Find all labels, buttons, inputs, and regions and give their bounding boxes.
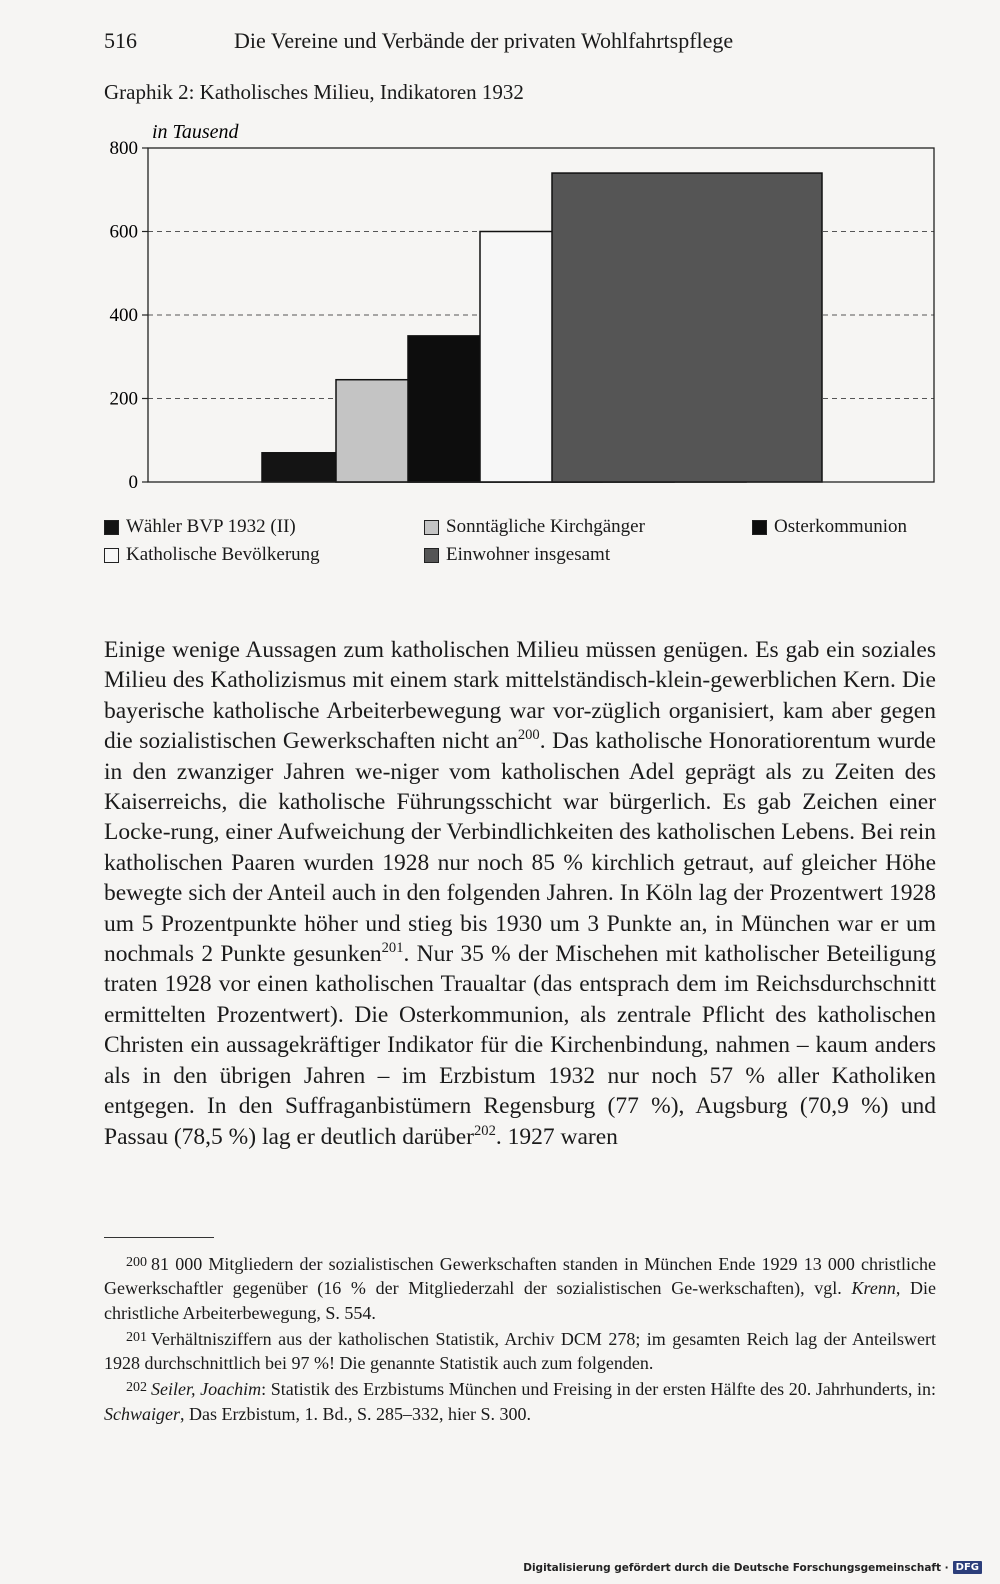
legend-label: Wähler BVP 1932 (II) <box>126 516 296 537</box>
text-run-italic: Krenn <box>851 1278 896 1299</box>
y-tick-label: 200 <box>109 388 138 410</box>
page-number: 516 <box>104 28 137 53</box>
footer-text: Digitalisierung gefördert durch die Deutsche Forschungsgemeinschaft · <box>523 1561 949 1574</box>
body-text <box>104 635 936 1152</box>
legend-label: Sonntägliche Kirchgänger <box>446 516 645 537</box>
legend-swatch <box>424 548 439 563</box>
y-tick-label: 600 <box>109 221 138 243</box>
y-tick-label: 400 <box>109 305 138 326</box>
body-paragraph <box>104 635 936 1152</box>
legend-swatch <box>752 520 767 535</box>
footnotes <box>104 1250 936 1426</box>
legend-swatch <box>424 520 439 535</box>
text-run: . Nur 35 % der Mischehen mit katholischer Beteiligung traten 1928 vor einen katholischen Traualtar (das entsprach dem im Reichsdurchschnitt ermittelten Prozentwert). Die Osterkommunion, als zentrale Pflicht des katholischen Christen ein aussagekräftiger Indikator für die Kirchenbindung, nahmen – kaum anders als in den übrigen Jahren – im Erzbistum 1932 nur noch 57 % aller Katholiken entgegen. In den Suffraganbistümern Regensburg (77 %), Augsburg (70,9 %) und Passau (78,5 %) lag er deutlich darüber <box>104 941 936 1150</box>
text-run: Einige wenige Aussagen zum katholischen Milieu müssen genügen. Es gab ein soziales Milieu des Katholizismus mit einem stark mittelständisch-klein-gewerblichen Kern. Die bayerische katholische Arbeiterbewegung war vor-züglich organisiert, kam aber gegen die sozialistischen Gewerkschaften nicht an <box>104 637 936 755</box>
y-tick-label: 800 <box>109 138 138 159</box>
y-tick-label: 0 <box>128 472 138 493</box>
footnote-number: 201 <box>126 1328 148 1345</box>
footnote <box>104 1375 936 1426</box>
legend-label: Katholische Bevölkerung <box>126 544 320 565</box>
footnote-number: 200 <box>126 1254 148 1270</box>
legend-item-bevoelkerung <box>104 544 320 566</box>
text-run-italic: Schwaiger <box>104 1403 180 1424</box>
bar <box>552 173 822 482</box>
text-run: . 1927 waren <box>495 1123 618 1150</box>
text-run: : Statistik des Erzbistums München und Freising in der ersten Hälfte des 20. Jahrhunderts, in: <box>261 1379 937 1400</box>
text-run-italic: Seiler, Joachim <box>151 1379 262 1400</box>
legend-item-osterkommunion <box>752 516 907 538</box>
legend-swatch <box>104 520 119 535</box>
running-title: Die Vereine und Verbände der privaten Wohlfahrtspflege <box>234 28 734 53</box>
legend-item-kirchgaenger <box>424 516 645 538</box>
legend-label: Osterkommunion <box>774 516 907 537</box>
footnote <box>104 1325 936 1376</box>
footnote-ref: 201 <box>381 940 404 957</box>
text-run: . Das katholische Honoratiorentum wurde in den zwanziger Jahren we-niger vom katholischen Adel geprägt als zu Zeiten des Kaiserreichs, die katholische Führungsschicht war bürgerlich. Es gab Zeichen einer Locke-rung, einer Aufweichung der Verbindlichkeiten des katholischen Lebens. Bei rein katholischen Paaren wurden 1928 nur noch 85 % kirchlich getraut, auf gleicher Höhe bewegte sich der Anteil auch in den folgenden Jahren. In Köln lag der Prozentwert 1928 um 5 Prozentpunkte höher und stieg bis 1930 um 3 Punkte an, in München war er um nochmals 2 Punkte gesunken <box>104 728 936 968</box>
text-run: , Die christliche Arbeiterbewegung, S. 554. <box>104 1278 936 1323</box>
footnote-rule <box>104 1237 214 1238</box>
footnote-ref: 202 <box>474 1122 496 1139</box>
figure-caption: Graphik 2: Katholisches Milieu, Indikatoren 1932 <box>104 80 524 104</box>
legend-swatch <box>104 548 119 563</box>
page-header <box>104 28 936 60</box>
y-axis-label: in Tausend <box>152 121 239 143</box>
legend-item-bvp <box>104 516 296 538</box>
chart-container <box>96 120 946 500</box>
text-run: , Das Erzbistum, 1. Bd., S. 285–332, hier S. 300. <box>180 1403 531 1424</box>
legend-item-einwohner <box>424 544 610 566</box>
footnote-number: 202 <box>126 1379 148 1396</box>
chart-legend <box>104 516 944 586</box>
dfg-logo: DFG <box>953 1561 982 1574</box>
digitization-footer <box>523 1561 982 1574</box>
footnote-ref: 200 <box>517 727 540 744</box>
text-run: 81 000 Mitgliedern der sozialistischen Gewerkschaften standen in München Ende 1929 13 000 christliche Gewerkschaftler gegenüber (16 % der Mitgliederzahl der sozialistischen Ge-werkschaften), vgl. <box>104 1253 936 1299</box>
bar-chart <box>96 120 946 500</box>
legend-label: Einwohner insgesamt <box>446 544 611 565</box>
footnote <box>104 1250 936 1325</box>
text-run: Verhältnisziffern aus der katholischen Statistik, Archiv DCM 278; im gesamten Reich lag der Anteilswert 1928 durchschnittlich bei 97 %! Die genannte Statistik auch zum folgenden. <box>104 1328 936 1374</box>
